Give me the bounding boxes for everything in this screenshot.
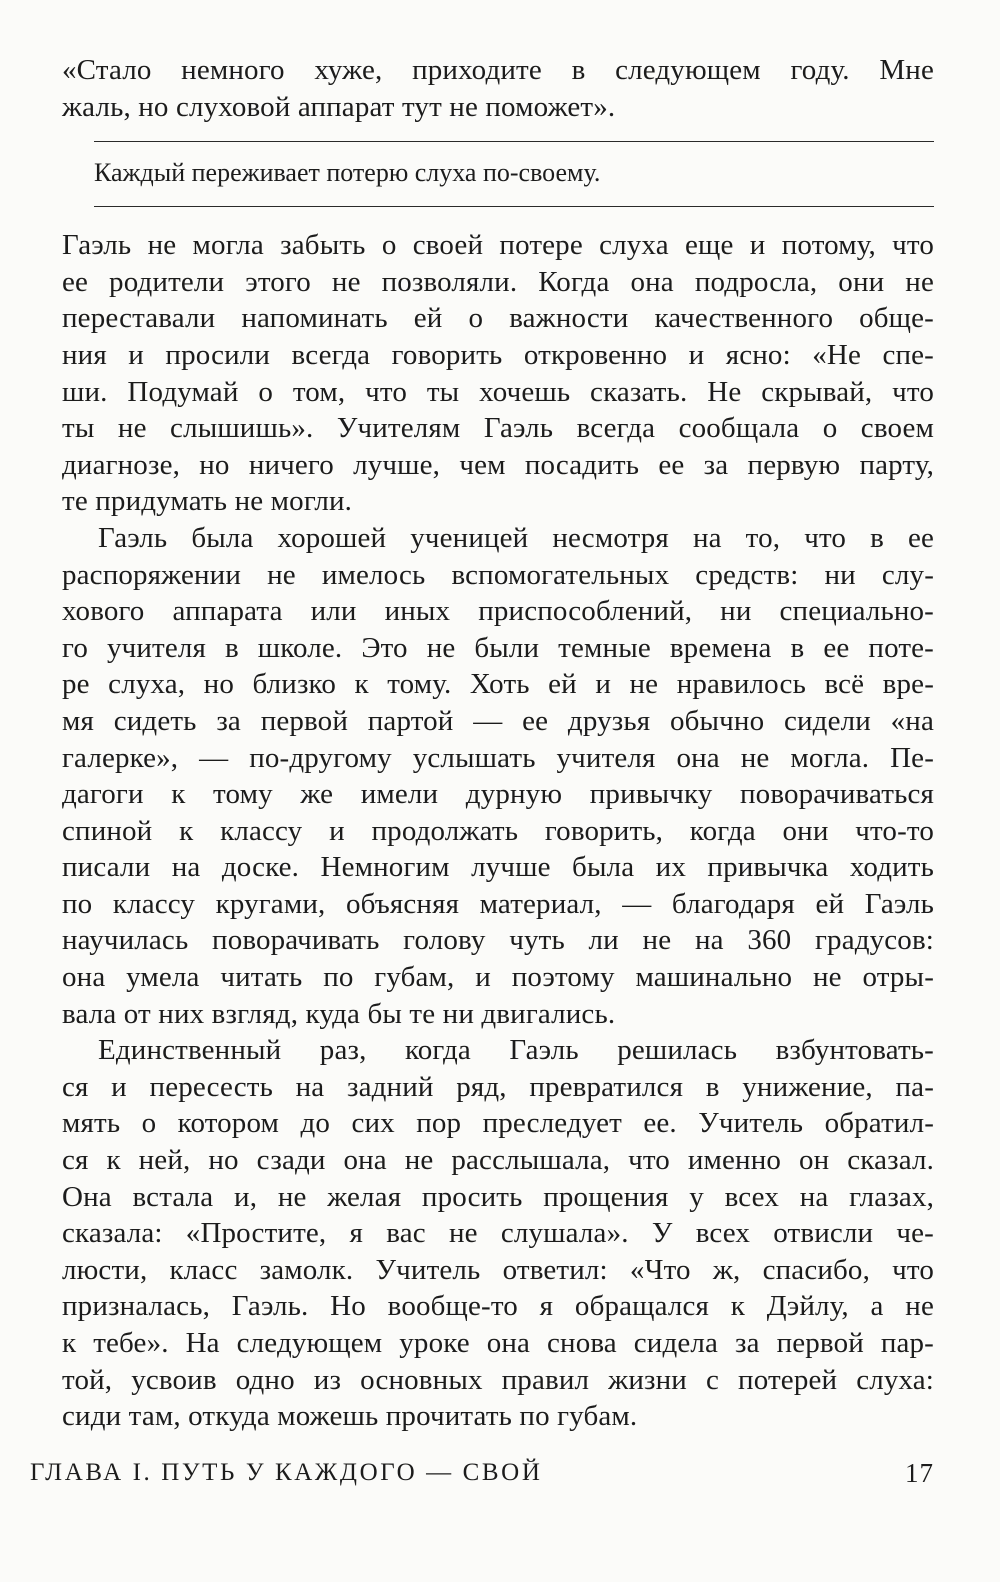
text-line: диагнозе, но ничего лучше, чем посадить ее за первую парту, — [62, 448, 934, 481]
text-line: переставали напоминать ей о важности качественного обще- — [62, 302, 934, 335]
text-line: ши. Подумай о том, что ты хочешь сказать. Не скрывай, что — [62, 375, 934, 408]
text-line: мять о котором до сих пор преследует ее. Учитель обратил- — [62, 1107, 934, 1140]
text-line: галерке», — по-другому услышать учителя она не могла. Пе- — [62, 741, 934, 774]
text-line: спиной к классу и продолжать говорить, когда они что-то — [62, 814, 934, 847]
text-line: писали на доске. Немногим лучше была их привычка ходить — [62, 851, 934, 884]
text-line: «Стало немного хуже, приходите в следующем году. Мне — [62, 54, 934, 86]
paragraph — [62, 520, 934, 1032]
text-line: ты не слышишь». Учителям Гаэль всегда сообщала о своем — [62, 412, 934, 445]
text-line: Единственный раз, когда Гаэль решилась взбунтовать- — [98, 1034, 934, 1067]
pull-quote — [94, 141, 934, 207]
running-footer — [30, 1455, 934, 1495]
text-line: сиди там, откуда можешь прочитать по губам. — [62, 1400, 638, 1433]
text-line: жаль, но слуховой аппарат тут не поможет». — [62, 90, 616, 123]
text-line: к тебе». На следующем уроке она снова сидела за первой пар- — [62, 1327, 934, 1359]
text-line: Гаэль была хорошей ученицей несмотря на то, что в ее — [98, 521, 934, 554]
text-line: той, усвоив одно из основных правил жизни с потерей слуха: — [62, 1363, 934, 1396]
text-line: ния и просили всегда говорить откровенно и ясно: «Не спе- — [62, 338, 934, 371]
opening-quote — [62, 52, 934, 125]
text-line: мя сидеть за первой партой — ее друзья обычно сидели «на — [62, 704, 934, 737]
chapter-title: ГЛАВА I. ПУТЬ У КАЖДОГО — СВОЙ — [30, 1459, 543, 1486]
paragraph — [62, 227, 934, 520]
text-line: ре слуха, но близко к тому. Хоть ей и не нравилось всё вре- — [62, 668, 934, 701]
pull-quote-text: Каждый переживает потерю слуха по-своему. — [94, 158, 601, 188]
text-line: ее родители этого не позволяли. Когда она подросла, они не — [62, 265, 934, 298]
text-line: вала от них взгляд, куда бы те ни двигались. — [62, 997, 616, 1030]
text-line: ся и пересесть на задний ряд, превратился в унижение, па- — [62, 1070, 934, 1103]
text-line: сказала: «Простите, я вас не слушала». У всех отвисли че- — [62, 1217, 934, 1250]
text-line: те придумать не могли. — [62, 485, 353, 518]
page-body — [62, 52, 934, 1435]
text-line: по классу кругами, объясняя материал, — благодаря ей Гаэль — [62, 887, 934, 920]
text-line: люсти, класс замолк. Учитель ответил: «Что ж, спасибо, что — [62, 1253, 934, 1286]
paragraph — [62, 1032, 934, 1435]
text-line: го учителя в школе. Это не были темные времена в ее поте- — [62, 631, 934, 664]
text-line: она умела читать по губам, и поэтому машинально не отры- — [62, 961, 934, 994]
text-line: распоряжении не имелось вспомогательных средств: ни слу- — [62, 558, 934, 591]
text-line: Она встала и, не желая просить прощения у всех на глазах, — [62, 1180, 934, 1213]
text-line: призналась, Гаэль. Но вообще-то я обращался к Дэйлу, а не — [62, 1290, 934, 1323]
body-paragraphs — [62, 227, 934, 1435]
text-line: Гаэль не могла забыть о своей потере слуха еще и потому, что — [62, 229, 934, 262]
page-number: 17 — [905, 1458, 934, 1488]
text-line: дагоги к тому же имели дурную привычку поворачиваться — [62, 778, 934, 811]
text-line: научилась поворачивать голову чуть ли не на 360 градусов: — [62, 924, 934, 957]
pull-quote-bottom-rule — [94, 206, 934, 207]
text-line: хового аппарата или иных приспособлений, ни специально- — [62, 595, 934, 628]
text-line: ся к ней, но сзади она не расслышала, что именно он сказал. — [62, 1144, 934, 1177]
